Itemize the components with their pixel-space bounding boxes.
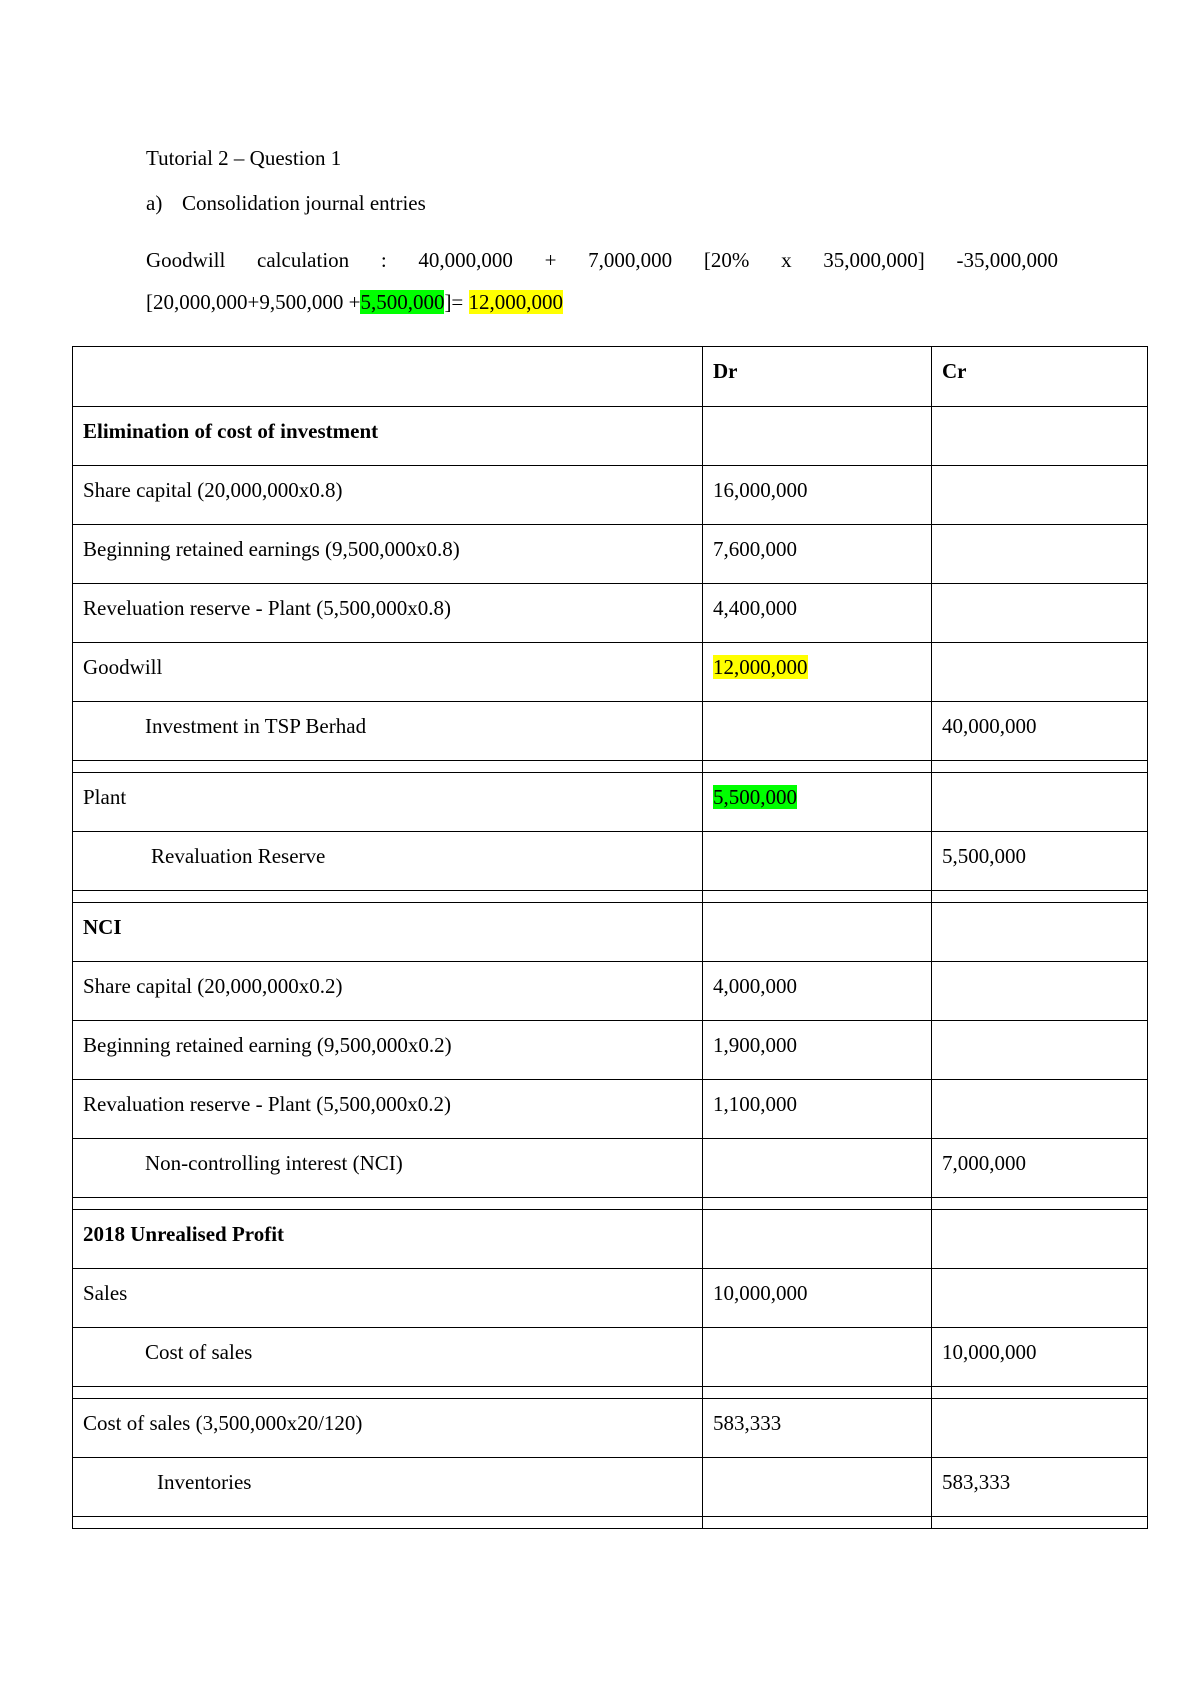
table-row xyxy=(73,466,1148,525)
subheading xyxy=(146,191,426,216)
account-cell: Non-controlling interest (NCI) xyxy=(73,1139,703,1198)
cr-cell xyxy=(932,962,1148,1021)
table-row xyxy=(73,1269,1148,1328)
goodwill-calculation-line2 xyxy=(146,290,563,315)
table-row xyxy=(73,525,1148,584)
cr-cell: 10,000,000 xyxy=(932,1328,1148,1387)
goodwill-dr-highlight: 12,000,000 xyxy=(713,655,808,679)
subheading-marker: a) xyxy=(146,191,163,215)
header-account-cell xyxy=(73,347,703,407)
cr-cell xyxy=(932,1210,1148,1269)
section-title-row xyxy=(73,1210,1148,1269)
header-dr: Dr xyxy=(703,347,932,407)
account-cell: Investment in TSP Berhad xyxy=(73,702,703,761)
dr-cell xyxy=(703,773,932,832)
dr-cell: 583,333 xyxy=(703,1399,932,1458)
cr-cell xyxy=(932,643,1148,702)
table-row xyxy=(73,962,1148,1021)
account-cell: Sales xyxy=(73,1269,703,1328)
table-row xyxy=(73,584,1148,643)
table-row xyxy=(73,1328,1148,1387)
cr-cell xyxy=(932,773,1148,832)
goodwill-calculation-line1: Goodwill calculation : 40,000,000 + 7,000,000 [20% x 35,000,000] -35,000,000 xyxy=(146,248,1058,272)
dr-cell xyxy=(703,1458,932,1517)
dr-cell: 10,000,000 xyxy=(703,1269,932,1328)
account-cell: Share capital (20,000,000x0.8) xyxy=(73,466,703,525)
dr-cell xyxy=(703,407,932,466)
goodwill-highlight-yellow: 12,000,000 xyxy=(468,290,564,314)
gap-row xyxy=(73,1198,1148,1210)
cr-cell xyxy=(932,1080,1148,1139)
cr-cell xyxy=(932,466,1148,525)
section-title-row xyxy=(73,407,1148,466)
gap-row xyxy=(73,761,1148,773)
cr-cell xyxy=(932,1269,1148,1328)
account-cell: Cost of sales (3,500,000x20/120) xyxy=(73,1399,703,1458)
dr-cell: 16,000,000 xyxy=(703,466,932,525)
cr-cell: 583,333 xyxy=(932,1458,1148,1517)
table-row xyxy=(73,1080,1148,1139)
section-title-elimination: Elimination of cost of investment xyxy=(73,407,703,466)
dr-cell xyxy=(703,832,932,891)
dr-cell xyxy=(703,1210,932,1269)
goodwill-line2-mid: ]= xyxy=(444,290,469,314)
section-title-row xyxy=(73,903,1148,962)
dr-cell: 1,900,000 xyxy=(703,1021,932,1080)
table-row xyxy=(73,702,1148,761)
goodwill-highlight-green: 5,500,000 xyxy=(360,290,445,314)
subheading-text: Consolidation journal entries xyxy=(182,191,426,215)
account-cell: Revaluation Reserve xyxy=(73,832,703,891)
cr-cell: 7,000,000 xyxy=(932,1139,1148,1198)
gap-row xyxy=(73,1387,1148,1399)
cr-cell: 5,500,000 xyxy=(932,832,1148,891)
section-title-unrealised: 2018 Unrealised Profit xyxy=(73,1210,703,1269)
dr-cell: 7,600,000 xyxy=(703,525,932,584)
cr-cell xyxy=(932,584,1148,643)
dr-cell xyxy=(703,643,932,702)
table-row xyxy=(73,1399,1148,1458)
cr-cell xyxy=(932,903,1148,962)
table-row xyxy=(73,643,1148,702)
table-row xyxy=(73,1021,1148,1080)
dr-cell xyxy=(703,702,932,761)
dr-cell: 4,400,000 xyxy=(703,584,932,643)
cr-cell: 40,000,000 xyxy=(932,702,1148,761)
page-title: Tutorial 2 – Question 1 xyxy=(146,146,342,170)
dr-cell: 1,100,000 xyxy=(703,1080,932,1139)
account-cell: Beginning retained earning (9,500,000x0.2) xyxy=(73,1021,703,1080)
table-header-row xyxy=(73,347,1148,407)
table-row xyxy=(73,1139,1148,1198)
dr-cell xyxy=(703,1328,932,1387)
goodwill-line2-prefix: [20,000,000+9,500,000 + xyxy=(146,290,361,314)
cr-cell xyxy=(932,1399,1148,1458)
dr-cell: 4,000,000 xyxy=(703,962,932,1021)
account-cell: Cost of sales xyxy=(73,1328,703,1387)
account-cell: Share capital (20,000,000x0.2) xyxy=(73,962,703,1021)
cr-cell xyxy=(932,407,1148,466)
table-row xyxy=(73,832,1148,891)
plant-dr-highlight: 5,500,000 xyxy=(713,785,797,809)
account-cell: Beginning retained earnings (9,500,000x0.8) xyxy=(73,525,703,584)
account-cell: Goodwill xyxy=(73,643,703,702)
gap-row xyxy=(73,1517,1148,1529)
cr-cell xyxy=(932,525,1148,584)
header-cr: Cr xyxy=(932,347,1148,407)
cr-cell xyxy=(932,1021,1148,1080)
account-cell: Plant xyxy=(73,773,703,832)
account-cell: Inventories xyxy=(73,1458,703,1517)
table-row xyxy=(73,773,1148,832)
table-row xyxy=(73,1458,1148,1517)
gap-row xyxy=(73,891,1148,903)
dr-cell xyxy=(703,903,932,962)
account-cell: Revaluation reserve - Plant (5,500,000x0.2) xyxy=(73,1080,703,1139)
dr-cell xyxy=(703,1139,932,1198)
journal-table xyxy=(72,346,1148,1529)
section-title-nci: NCI xyxy=(73,903,703,962)
account-cell: Reveluation reserve - Plant (5,500,000x0.8) xyxy=(73,584,703,643)
